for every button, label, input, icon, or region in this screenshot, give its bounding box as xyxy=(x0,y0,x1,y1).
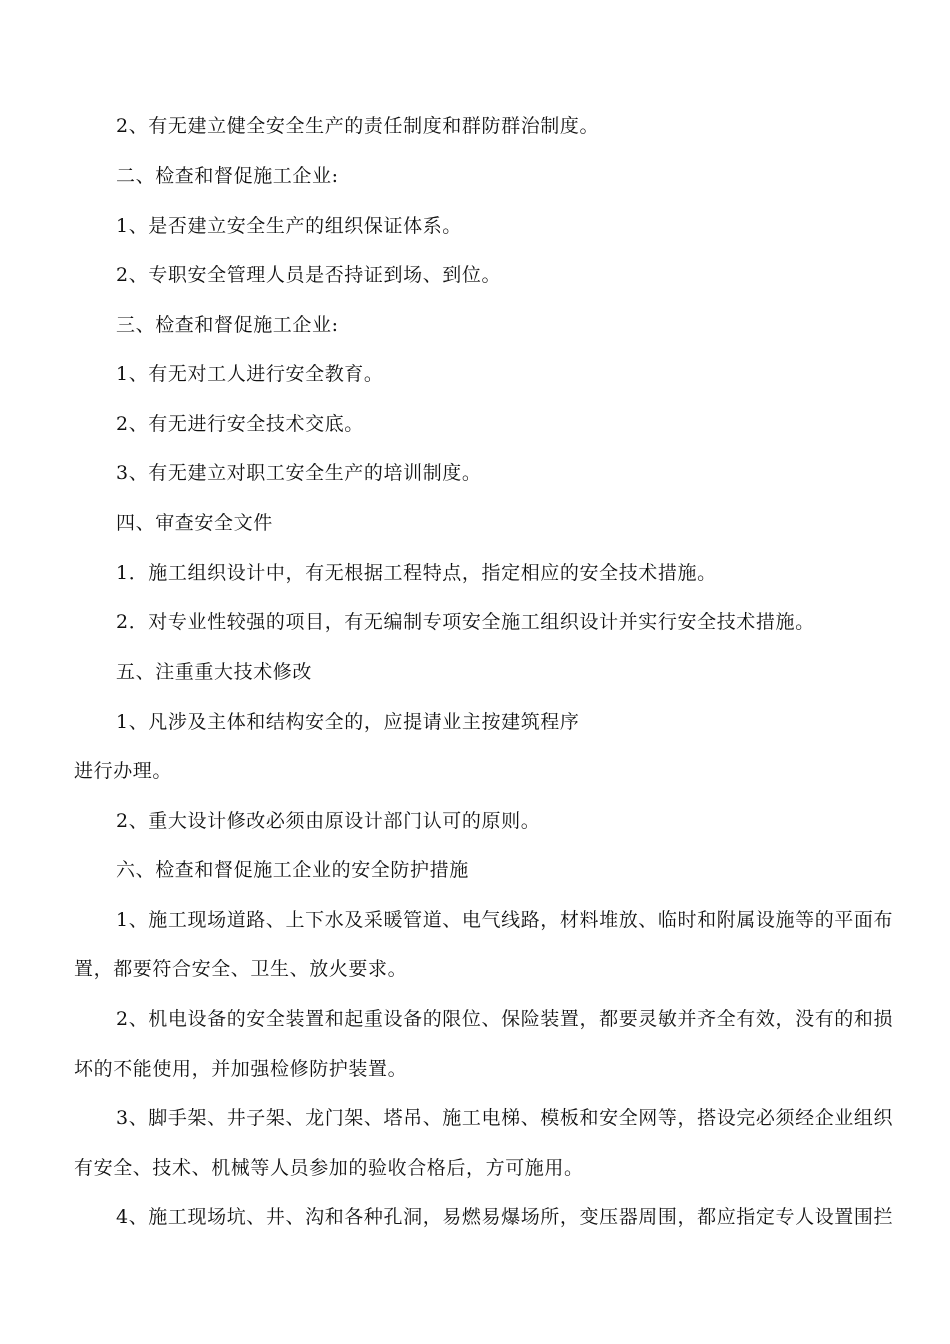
item-2-safety-personnel: 2、专职安全管理人员是否持证到场、到位。 xyxy=(116,264,502,286)
item-1-structural-safety-cont: 进行办理。 xyxy=(74,760,173,782)
item-1-site-layout-cont: 置，都要符合安全、卫生、放火要求。 xyxy=(74,958,408,980)
item-4-pits-and-holes: 4、施工现场坑、井、沟和各种孔洞，易燃易爆场所，变压器周围，都应指定专人设置围拦 xyxy=(116,1206,894,1228)
item-3-training-system: 3、有无建立对职工安全生产的培训制度。 xyxy=(116,462,482,484)
section-3-heading: 三、检查和督促施工企业: xyxy=(116,314,339,336)
item-2-equipment-safety-cont: 坏的不能使用，并加强检修防护装置。 xyxy=(74,1058,408,1080)
item-3-scaffolding: 3、脚手架、井子架、龙门架、塔吊、施工电梯、模板和安全网等，搭设完必须经企业组织 xyxy=(116,1107,894,1129)
item-2-responsibility-system: 2、有无建立健全安全生产的责任制度和群防群治制度。 xyxy=(116,115,600,137)
item-2-technical-briefing: 2、有无进行安全技术交底。 xyxy=(116,413,364,435)
section-2-heading: 二、检查和督促施工企业: xyxy=(116,165,339,187)
section-5-heading: 五、注重重大技术修改 xyxy=(116,661,313,683)
item-2-equipment-safety: 2、机电设备的安全装置和起重设备的限位、保险装置，都要灵敏并齐全有效，没有的和损 xyxy=(116,1008,894,1030)
item-1-site-layout: 1、施工现场道路、上下水及采暖管道、电气线路，材料堆放、临时和附属设施等的平面布 xyxy=(116,909,894,931)
item-1-construction-design: 1．施工组织设计中，有无根据工程特点，指定相应的安全技术措施。 xyxy=(116,562,717,584)
item-2-design-modification: 2、重大设计修改必须由原设计部门认可的原则。 xyxy=(116,810,541,832)
section-6-heading: 六、检查和督促施工企业的安全防护措施 xyxy=(116,859,469,881)
item-1-safety-education: 1、有无对工人进行安全教育。 xyxy=(116,363,384,385)
section-4-heading: 四、审查安全文件 xyxy=(116,512,273,534)
item-3-scaffolding-cont: 有安全、技术、机械等人员参加的验收合格后，方可施用。 xyxy=(74,1157,584,1179)
item-2-special-projects: 2．对专业性较强的项目，有无编制专项安全施工组织设计并实行安全技术措施。 xyxy=(116,611,815,633)
item-1-organization-system: 1、是否建立安全生产的组织保证体系。 xyxy=(116,215,462,237)
item-1-structural-safety: 1、凡涉及主体和结构安全的，应提请业主按建筑程序 xyxy=(116,711,580,733)
